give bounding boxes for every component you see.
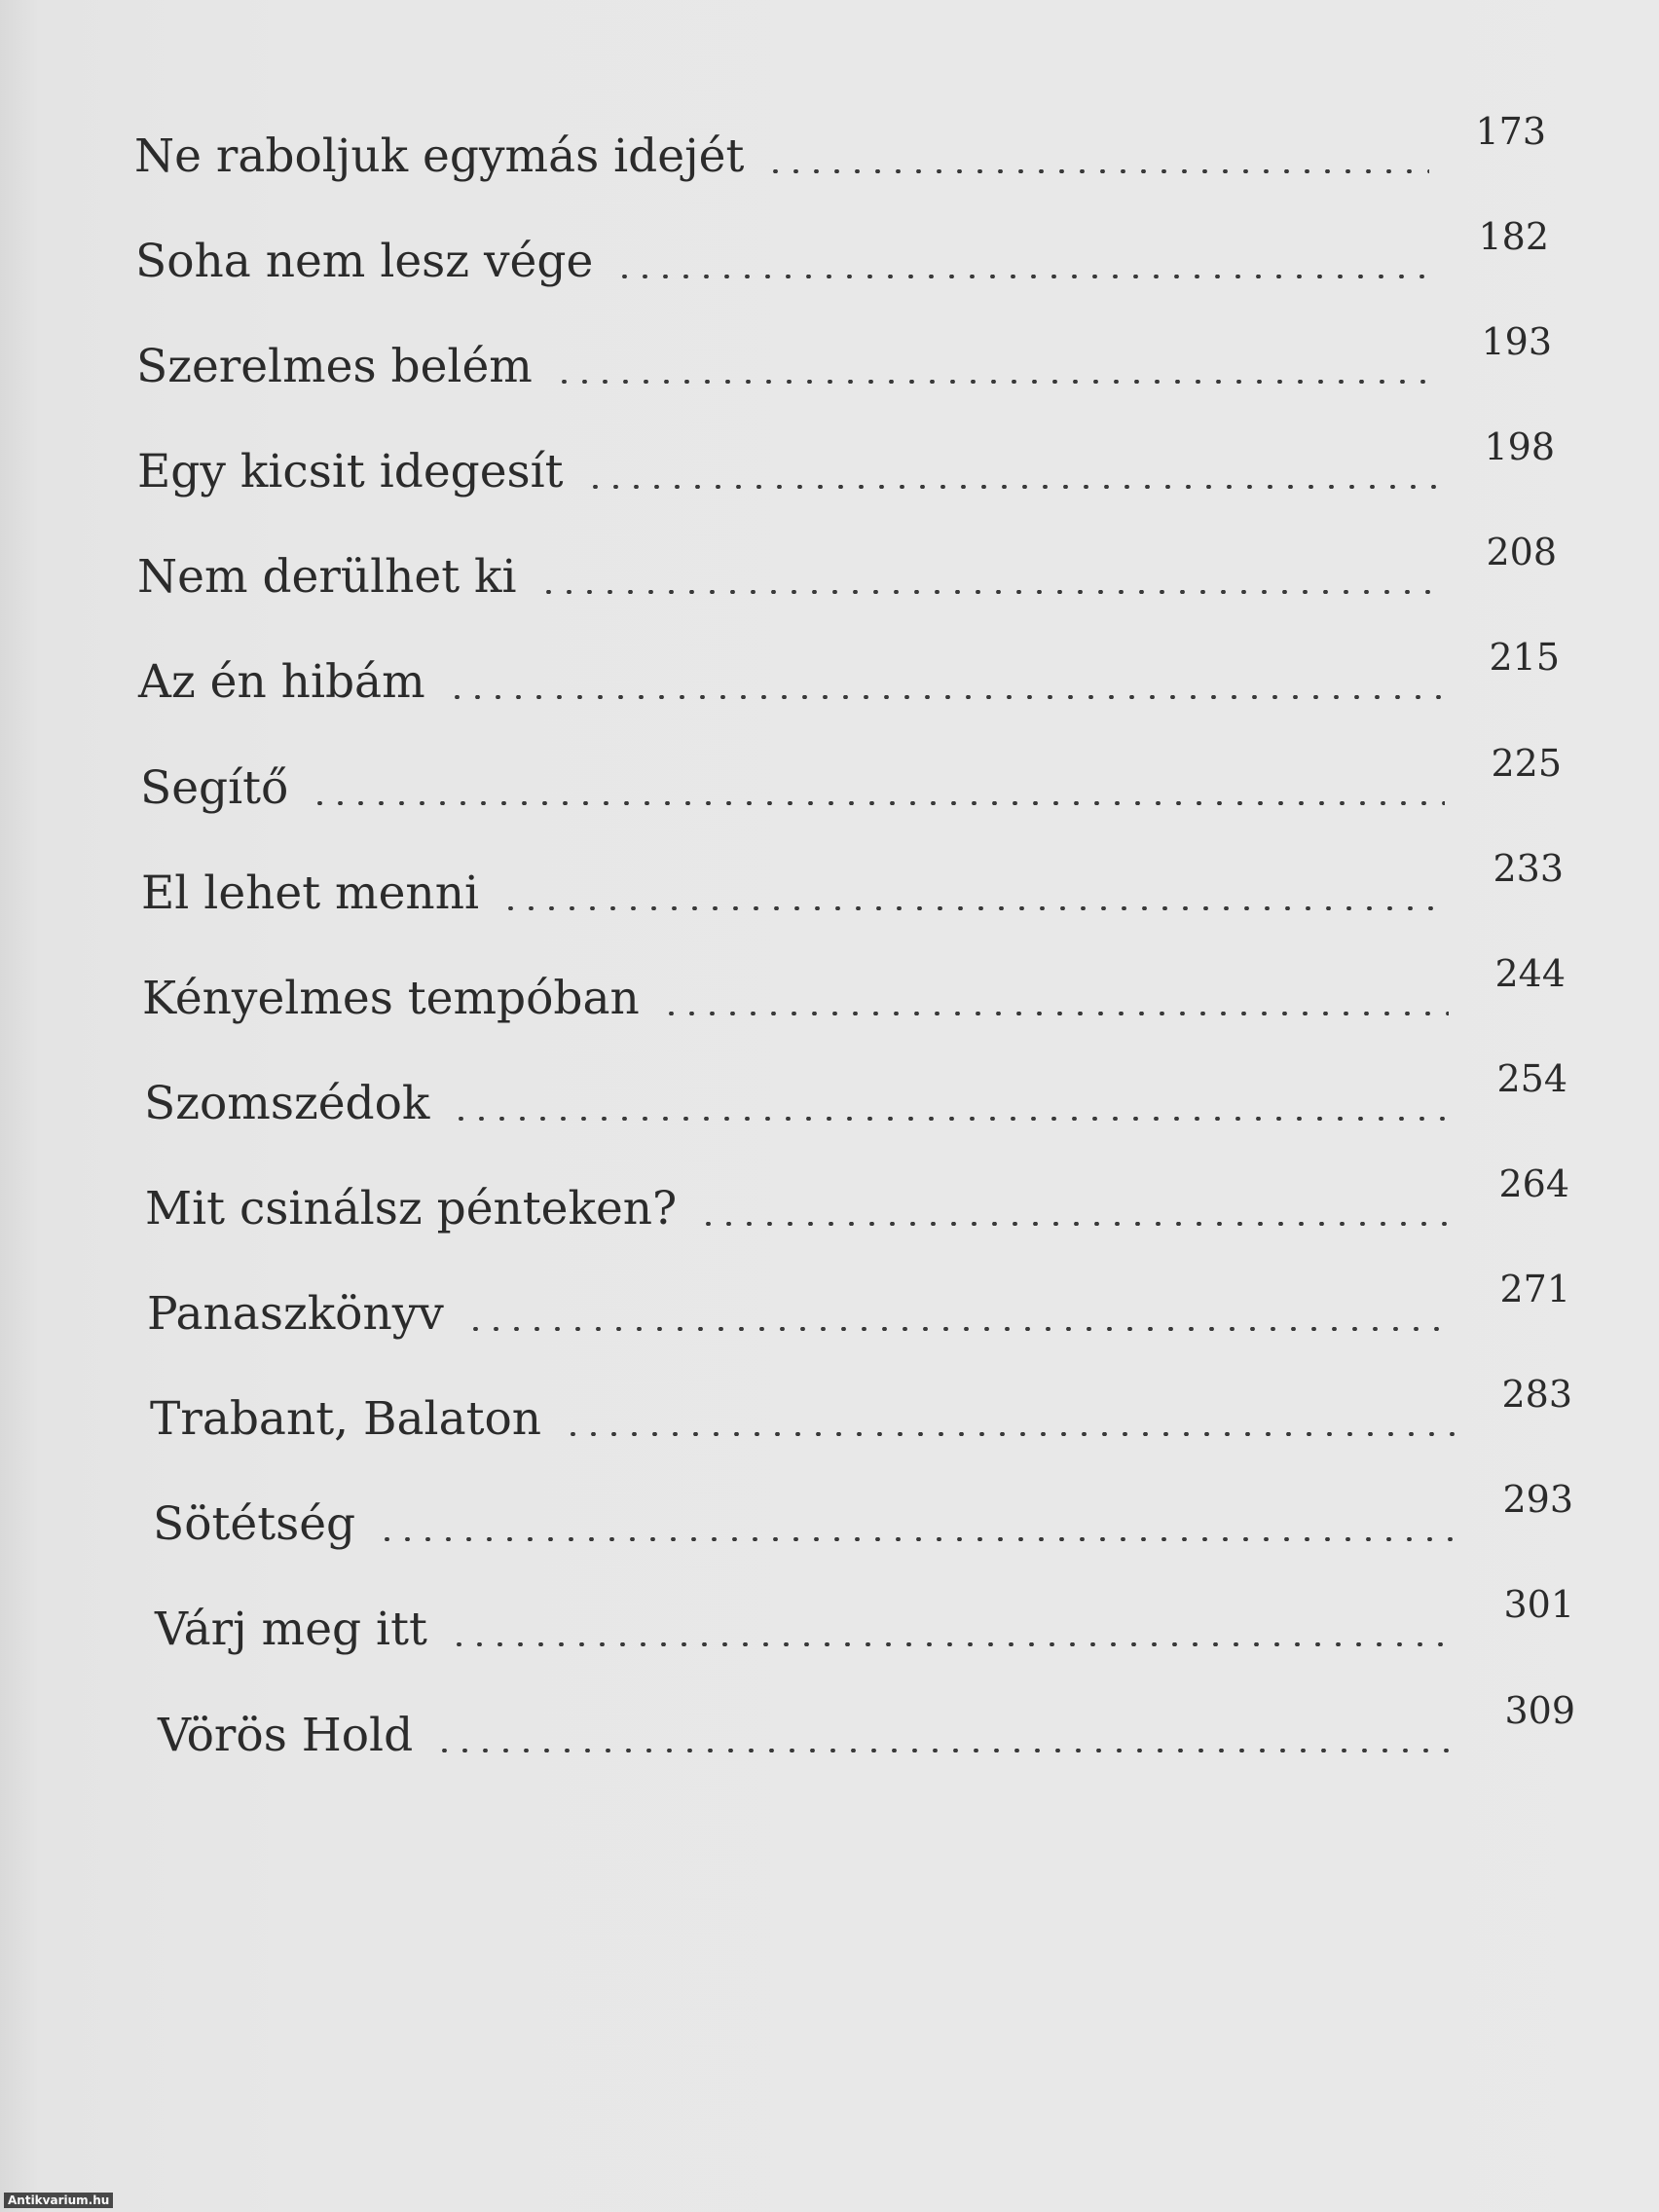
- toc-leader-dots: [661, 1012, 1449, 1015]
- toc-entry: [145, 1161, 1569, 1239]
- toc-entry-page: 225: [1491, 742, 1562, 785]
- toc-entry-title: Trabant, Balaton: [150, 1392, 542, 1446]
- watermark-logo: Antikvarium.hu: [4, 2193, 113, 2208]
- toc-entry-title: Ne raboljuk egymás idejét: [134, 129, 745, 183]
- toc-entry-title: El lehet menni: [141, 866, 479, 920]
- toc-leader-dots: [434, 1749, 1458, 1752]
- toc-entry-title: Várj meg itt: [155, 1603, 427, 1656]
- toc-leader-dots: [465, 1327, 1454, 1331]
- toc-leader-dots: [585, 485, 1438, 489]
- toc-entry-title: Nem derülhet ki: [137, 550, 517, 604]
- toc-leader-dots: [538, 590, 1440, 594]
- toc-entry: [141, 846, 1564, 924]
- toc-entry-title: Szomszédok: [144, 1077, 430, 1130]
- toc-entry: [134, 109, 1546, 187]
- toc-entry: [150, 1372, 1572, 1450]
- toc-entry: [137, 530, 1557, 608]
- toc-leader-dots: [449, 1642, 1457, 1646]
- toc-entry-page: 198: [1484, 425, 1555, 468]
- toc-leader-dots: [765, 169, 1429, 173]
- toc-entry-page: 301: [1503, 1583, 1574, 1626]
- toc-entry-title: Vörös Hold: [158, 1709, 414, 1762]
- toc-entry-page: 283: [1501, 1373, 1572, 1416]
- toc-entry-title: Panaszkönyv: [147, 1287, 444, 1341]
- toc-entry-title: Soha nem lesz vége: [135, 235, 594, 288]
- toc-entry: [140, 741, 1562, 819]
- toc-entry-title: Szerelmes belém: [136, 340, 533, 393]
- toc-entry-page: 193: [1481, 320, 1552, 363]
- toc-entry: [136, 319, 1552, 397]
- toc-entry-title: Mit csinálsz pénteken?: [145, 1182, 678, 1235]
- toc-entry: [153, 1477, 1573, 1555]
- toc-entry-page: 208: [1486, 531, 1557, 573]
- toc-leader-dots: [563, 1432, 1456, 1436]
- toc-entry-page: 215: [1489, 636, 1560, 679]
- toc-entry-title: Az én hibám: [138, 655, 425, 709]
- toc-leader-dots: [554, 380, 1435, 384]
- toc-entry-title: Segítő: [140, 761, 289, 815]
- toc-entry-page: 293: [1502, 1478, 1573, 1521]
- toc-entry-page: 233: [1493, 847, 1564, 890]
- toc-leader-dots: [500, 906, 1447, 910]
- toc-leader-dots: [698, 1222, 1453, 1226]
- toc-entry-page: 309: [1504, 1689, 1575, 1732]
- toc-entry: [138, 635, 1560, 713]
- toc-leader-dots: [614, 275, 1432, 278]
- toc-entry: [144, 1056, 1567, 1134]
- toc-entry: [135, 214, 1549, 292]
- toc-leader-dots: [451, 1117, 1451, 1121]
- toc-entry-title: Sötétség: [153, 1497, 356, 1551]
- toc-entry-page: 264: [1498, 1162, 1569, 1205]
- toc-entry-page: 182: [1478, 215, 1549, 258]
- toc-leader-dots: [377, 1537, 1456, 1541]
- toc-leader-dots: [447, 695, 1443, 699]
- toc-entry: [155, 1582, 1574, 1660]
- toc-entry: [137, 424, 1555, 502]
- toc-leader-dots: [310, 801, 1445, 805]
- toc-entry: [158, 1688, 1575, 1766]
- toc-entry: [142, 951, 1566, 1029]
- toc-entry-title: Kényelmes tempóban: [142, 972, 640, 1025]
- toc-entry-title: Egy kicsit idegesít: [137, 445, 564, 498]
- toc-entry-page: 173: [1475, 110, 1546, 153]
- toc-entry-page: 254: [1496, 1057, 1567, 1100]
- toc-entry: [147, 1267, 1570, 1345]
- toc-entry-page: 244: [1494, 952, 1566, 995]
- toc-entry-page: 271: [1499, 1268, 1570, 1310]
